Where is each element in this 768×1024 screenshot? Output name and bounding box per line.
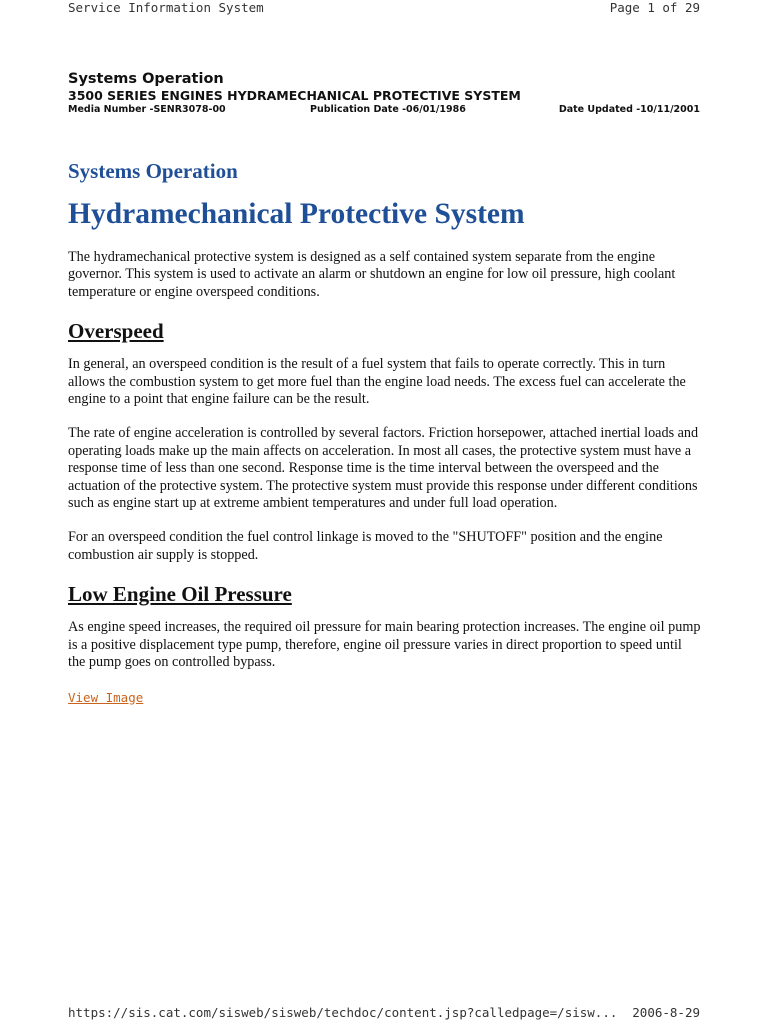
- document-body: [68, 157, 702, 707]
- media-number: Media Number -SENR3078-00: [68, 104, 226, 115]
- document-header: [68, 71, 700, 116]
- overspeed-paragraph-1: In general, an overspeed condition is the result of a fuel system that fails to operate correctly. This in turn allows the combustion system to get more fuel than the engine load needs. The excess fuel can accelerate the engine to a point that engine failure can be the result.: [68, 356, 686, 408]
- publication-date: Publication Date -06/01/1986: [310, 104, 466, 115]
- overspeed-paragraph-3: For an overspeed condition the fuel control linkage is moved to the "SHUTOFF" position and the engine combustion air supply is stopped.: [68, 529, 663, 563]
- low-oil-heading: Low Engine Oil Pressure: [68, 582, 292, 607]
- doc-title: Systems Operation: [68, 71, 224, 87]
- overspeed-paragraph-2: The rate of engine acceleration is controlled by several factors. Friction horsepower, attached inertial loads and operating loads make up the main affects on acceleration. In most all cases, the protective system must have a response time of less than one second. Response time is the time interval between the overspeed and the actuation of the protective system. The protective system must provide this response under different conditions such as engine start up at extreme ambient temperatures and under full load operation.: [68, 425, 699, 512]
- print-date: 2006-8-29: [632, 1005, 700, 1020]
- intro-paragraph: The hydramechanical protective system is designed as a self contained system separate from the engine governor. This system is used to activate an alarm or shutdown an engine for low oil pressure, high coolant temperature or engine overspeed conditions.: [68, 249, 676, 300]
- print-header: [68, 0, 700, 16]
- date-updated: Date Updated -10/11/2001: [558, 104, 700, 115]
- overspeed-heading: Overspeed: [68, 319, 164, 344]
- page-indicator: Page 1 of 29: [609, 0, 700, 15]
- page-title: Hydramechanical Protective System: [68, 198, 525, 230]
- doc-meta: [68, 103, 700, 116]
- site-title: Service Information System: [68, 0, 264, 15]
- print-footer: [68, 1005, 700, 1021]
- section-label: Systems Operation: [68, 159, 238, 183]
- page-url: https://sis.cat.com/sisweb/sisweb/techdoc/content.jsp?calledpage=/sisw...: [68, 1005, 618, 1020]
- doc-subtitle: 3500 SERIES ENGINES HYDRAMECHANICAL PROTECTIVE SYSTEM: [68, 88, 521, 103]
- view-image-link[interactable]: View Image: [68, 689, 144, 705]
- low-oil-paragraph-1: As engine speed increases, the required oil pressure for main bearing protection increases. The engine oil pump is a positive displacement type pump, therefore, engine oil pressure varies in direct proportion to speed until the pump goes on controlled bypass.: [68, 619, 701, 671]
